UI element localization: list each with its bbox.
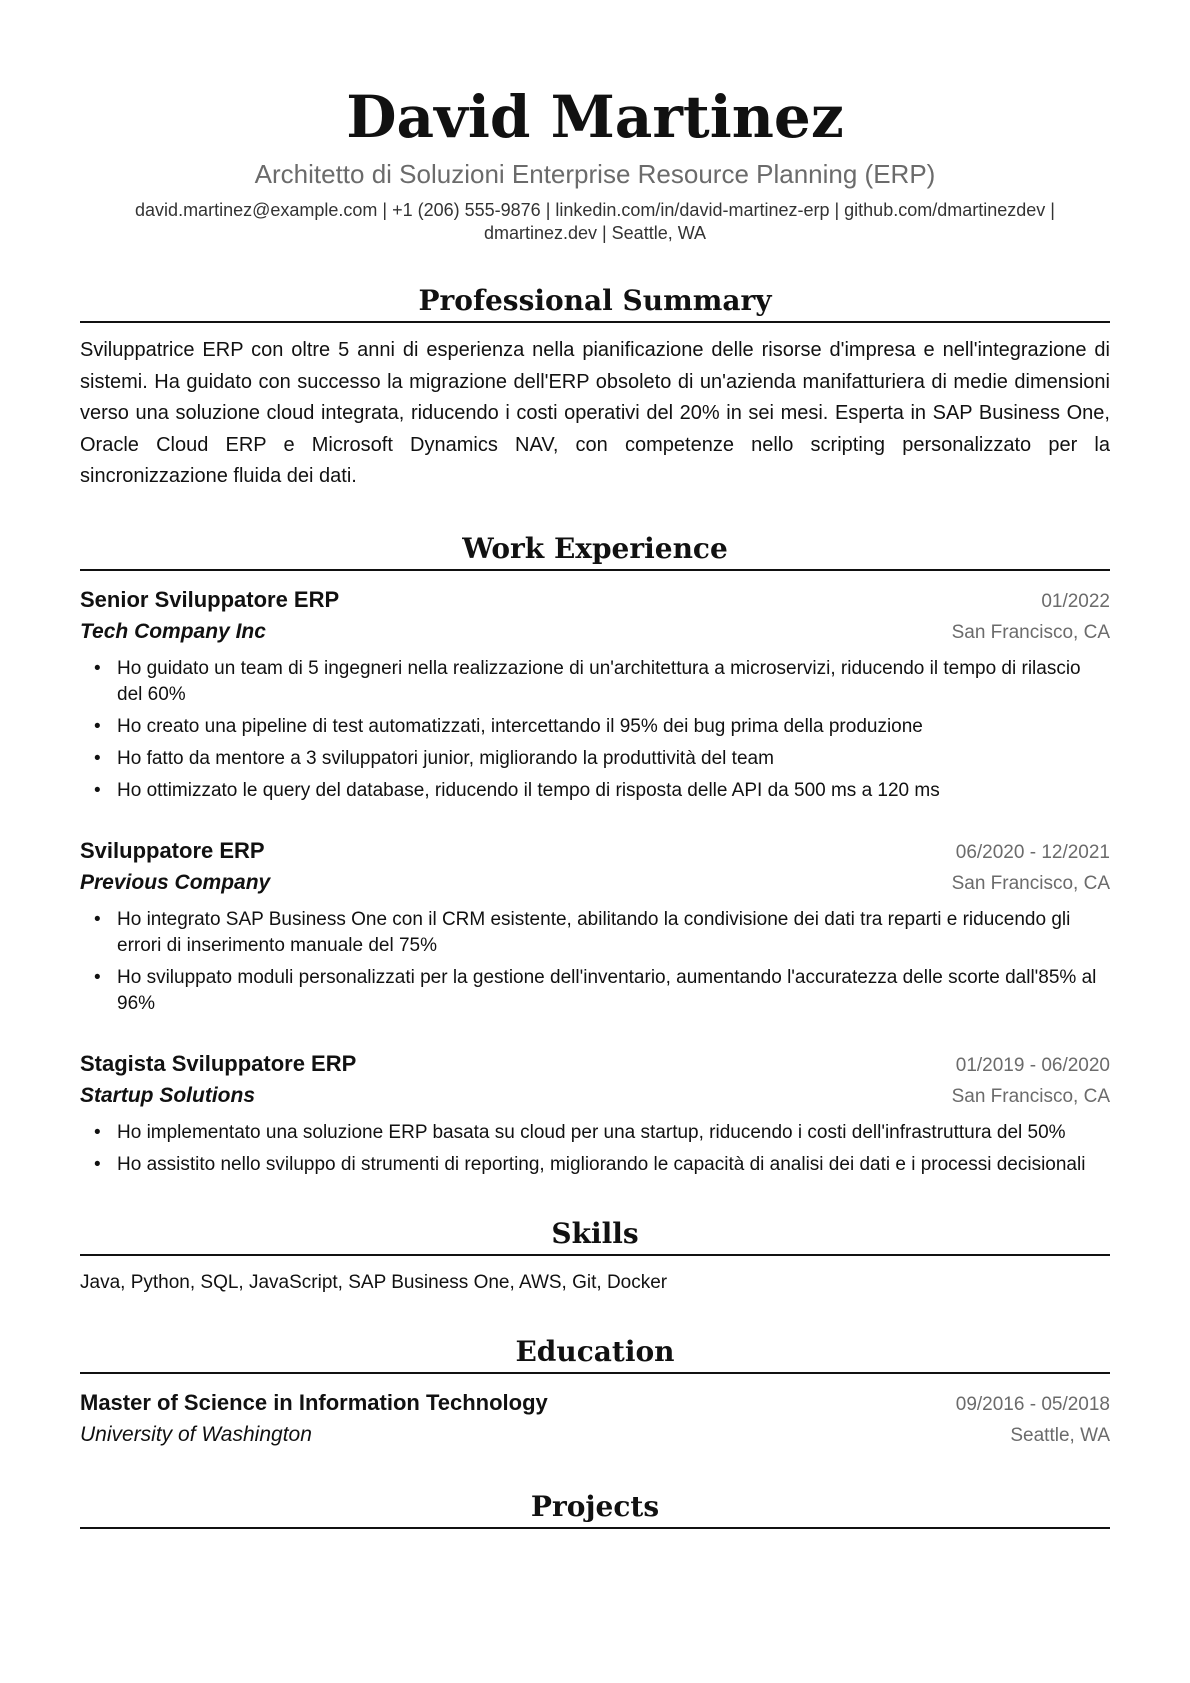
projects-heading: Projects [80, 1489, 1110, 1529]
education-school: University of Washington [80, 1422, 312, 1446]
job-entry [80, 585, 1110, 804]
job-date: 06/2020 - 12/2021 [955, 841, 1110, 863]
job-bullet: • Ho fatto da mentore a 3 sviluppatori junior, migliorando la produttività del team [80, 746, 1110, 772]
skills-section [80, 1216, 1110, 1296]
job-bullets [80, 656, 1110, 804]
job-bullet: • Ho assistito nello sviluppo di strumenti di reporting, migliorando le capacità di analisi dei dati e i processi decisionali [80, 1152, 1110, 1178]
education-location: Seattle, WA [1010, 1424, 1110, 1446]
candidate-name: David Martinez [346, 83, 844, 151]
contact-info [80, 199, 1110, 245]
contact-line-1: david.martinez@example.com | +1 (206) 555-9876 | linkedin.com/in/david-martinez-erp | github.com/dmartinezdev | [135, 200, 1055, 220]
job-date: 01/2019 - 06/2020 [955, 1054, 1110, 1076]
skills-heading: Skills [80, 1216, 1110, 1256]
job-bullet: • Ho creato una pipeline di test automatizzati, intercettando il 95% dei bug prima della produzione [80, 714, 1110, 740]
job-title: Sviluppatore ERP [80, 837, 265, 863]
job-bullet: • Ho guidato un team di 5 ingegneri nella realizzazione di un'architettura a microservizi, riducendo il tempo di rilascio del 60% [80, 656, 1110, 708]
job-bullet: • Ho integrato SAP Business One con il CRM esistente, abilitando la condivisione dei dati tra reparti e riducendo gli errori di inserimento manuale del 75% [80, 907, 1110, 959]
summary-section [80, 283, 1110, 493]
job-bullets [80, 907, 1110, 1017]
job-bullets [80, 1120, 1110, 1178]
experience-heading: Work Experience [80, 531, 1110, 571]
education-heading: Education [80, 1334, 1110, 1374]
summary-heading: Professional Summary [80, 283, 1110, 323]
skills-list: Java, Python, SQL, JavaScript, SAP Business One, AWS, Git, Docker [80, 1271, 668, 1293]
job-company: Tech Company Inc [80, 619, 266, 643]
education-section [80, 1334, 1110, 1451]
education-entry [80, 1388, 1110, 1451]
job-bullet: • Ho ottimizzato le query del database, riducendo il tempo di risposta delle API da 500 ms a 120 ms [80, 778, 1110, 804]
education-degree: Master of Science in Information Technology [80, 1389, 548, 1415]
job-company: Startup Solutions [80, 1083, 255, 1107]
projects-section [80, 1489, 1110, 1529]
job-title: Stagista Sviluppatore ERP [80, 1050, 357, 1076]
job-bullet: • Ho sviluppato moduli personalizzati per la gestione dell'inventario, aumentando l'accuratezza delle scorte dall'85% al 96% [80, 965, 1110, 1017]
education-date: 09/2016 - 05/2018 [955, 1393, 1110, 1415]
job-location: San Francisco, CA [951, 1085, 1110, 1107]
job-company: Previous Company [80, 870, 271, 894]
job-location: San Francisco, CA [951, 621, 1110, 643]
job-date: 01/2022 [1041, 590, 1110, 612]
job-entry [80, 1049, 1110, 1178]
candidate-title: Architetto di Soluzioni Enterprise Resource Planning (ERP) [254, 159, 936, 189]
experience-section [80, 531, 1110, 1178]
summary-text: Sviluppatrice ERP con oltre 5 anni di esperienza nella pianificazione delle risorse d'impresa e nell'integrazione di sistemi. Ha guidato con successo la migrazione dell'ERP obsoleto di un'azienda manifatturiera di medie dimensioni verso una soluzione cloud integrata, riducendo i costi operativi del 20% in sei mesi. Esperta in SAP Business One, Oracle Cloud ERP e Microsoft Dynamics NAV, con competenze nello scripting personalizzato per la sincronizzazione fluida dei dati. [80, 339, 1110, 487]
contact-line-2: dmartinez.dev | Seattle, WA [483, 223, 707, 243]
job-location: San Francisco, CA [951, 872, 1110, 894]
resume-header [80, 0, 1110, 245]
job-title: Senior Sviluppatore ERP [80, 586, 340, 612]
job-bullet: • Ho implementato una soluzione ERP basata su cloud per una startup, riducendo i costi dell'infrastruttura del 50% [80, 1120, 1110, 1146]
job-entry [80, 836, 1110, 1017]
